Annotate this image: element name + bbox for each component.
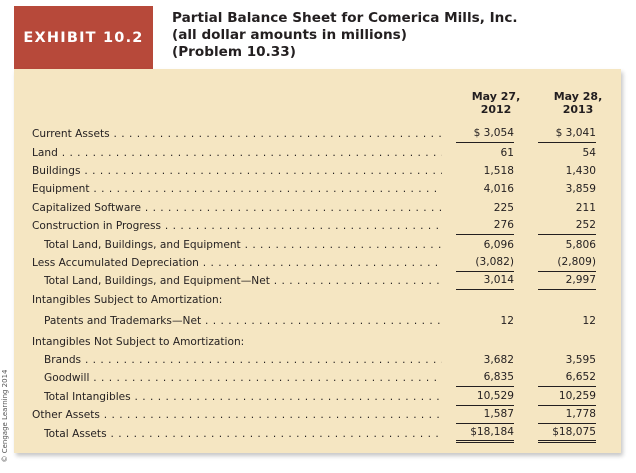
- row-label: Total Assets . . .: [44, 425, 442, 443]
- column-header-line: May 27,: [471, 90, 521, 103]
- column-header-line: 2013: [562, 103, 594, 116]
- row-label: Total Land, Buildings, and Equipment . . .: [44, 236, 442, 254]
- row-label: Other Assets . . .: [32, 406, 442, 424]
- value-2013: 1,778: [538, 406, 596, 424]
- value-2012: 276: [456, 217, 514, 235]
- row-label: Goodwill . . .: [44, 369, 442, 387]
- row-label: Capitalized Software . . .: [32, 199, 442, 217]
- table-row: [32, 333, 612, 351]
- value-2013: 5,806: [565, 239, 596, 251]
- value-2012: (3,082): [456, 254, 514, 272]
- table-row: [32, 217, 612, 235]
- table-row: [32, 406, 612, 424]
- row-label: Patents and Trademarks—Net . . .: [44, 312, 442, 330]
- table-row: [32, 425, 612, 443]
- value-2013: 3,595: [565, 354, 596, 366]
- table-row: [32, 388, 612, 406]
- table-row: [32, 351, 612, 369]
- row-label: Current Assets . . .: [32, 125, 442, 143]
- column-header-line: May 28,: [553, 90, 603, 103]
- value-2013: 252: [538, 217, 596, 235]
- table-row: [32, 199, 612, 217]
- value-2012: 6,835: [456, 369, 514, 387]
- row-label: Construction in Progress . . .: [32, 217, 442, 235]
- column-header-line: 2012: [480, 103, 512, 116]
- row-label: Land . . .: [32, 144, 442, 162]
- table-row: [32, 180, 612, 198]
- table-row: [32, 312, 612, 330]
- copyright-credit: © Cengage Learning 2014: [1, 369, 9, 463]
- value-2012: 3,014: [456, 272, 514, 290]
- value-2012: 12: [500, 315, 514, 327]
- value-2013: (2,809): [538, 254, 596, 272]
- value-2012: 225: [493, 202, 514, 214]
- value-2013: 54: [582, 147, 596, 159]
- table-row: [32, 369, 612, 387]
- value-2013: 3,859: [565, 183, 596, 195]
- value-2012: 4,016: [483, 183, 514, 195]
- value-2012: 6,096: [483, 239, 514, 251]
- value-2013: 6,652: [538, 369, 596, 387]
- value-2013: 2,997: [538, 272, 596, 290]
- title-line-2: (all dollar amounts in millions): [172, 27, 407, 43]
- row-label: Intangibles Subject to Amortization:: [32, 294, 223, 306]
- table-row: [32, 144, 612, 162]
- table-row: [32, 236, 612, 254]
- table-row: [32, 272, 612, 290]
- value-2013: 211: [575, 202, 596, 214]
- value-2013: $18,075: [538, 425, 596, 443]
- value-2012: 10,529: [456, 388, 514, 406]
- title-line-1: Partial Balance Sheet for Comerica Mills, Inc.: [172, 10, 518, 26]
- row-label: Total Intangibles . . .: [44, 388, 442, 406]
- row-label: Intangibles Not Subject to Amortization:: [32, 336, 245, 348]
- row-label: Equipment . . .: [32, 180, 442, 198]
- row-label: Buildings . . .: [32, 162, 442, 180]
- table-row: [32, 254, 612, 272]
- exhibit-label: EXHIBIT 10.2: [14, 6, 153, 69]
- value-2012: 1,518: [483, 165, 514, 177]
- table-row: [32, 125, 612, 143]
- value-2012: 3,682: [483, 354, 514, 366]
- exhibit-title: [172, 10, 518, 61]
- row-label: Less Accumulated Depreciation . . .: [32, 254, 442, 272]
- value-2013: 1,430: [565, 165, 596, 177]
- value-2012: $ 3,054: [456, 125, 514, 143]
- row-label: Brands . . .: [44, 351, 442, 369]
- value-2013: $ 3,041: [538, 125, 596, 143]
- table-row: [32, 291, 612, 309]
- title-line-3: (Problem 10.33): [172, 44, 296, 60]
- column-header-2012: [461, 90, 531, 116]
- row-label: Total Land, Buildings, and Equipment—Net . . .: [44, 272, 442, 290]
- value-2012: $18,184: [456, 425, 514, 443]
- column-header-2013: [543, 90, 613, 116]
- value-2012: 1,587: [456, 406, 514, 424]
- value-2013: 10,259: [538, 388, 596, 406]
- table-row: [32, 162, 612, 180]
- value-2012: 61: [500, 147, 514, 159]
- value-2013: 12: [582, 315, 596, 327]
